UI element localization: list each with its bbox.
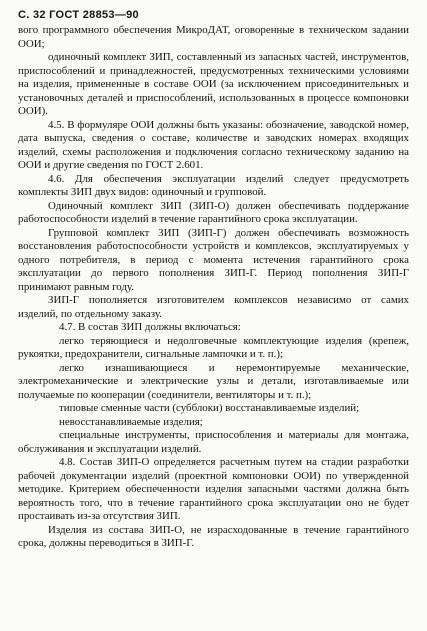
- paragraph: 4.8. Состав ЗИП-О определяется расчетным путем на стадии разработки рабочей документации изделий (проектной компоновки ООИ) по утвержденной методике. Критерием обеспеченности изделия запасными частями должна быть вероятность того, что в течение гарантийного срока эксплуатации оно не будет простаивать из-за отсутствия ЗИП.: [18, 456, 409, 522]
- paragraph: вого программного обеспечения МикроДАТ, оговоренные в техническом задании ООИ;: [18, 24, 409, 50]
- paragraph: легко теряющиеся и недолговечные комплектующие изделия (крепеж, рукоятки, предохранители, сигнальные лампочки и т. п.);: [18, 334, 409, 360]
- paragraph: специальные инструменты, приспособления и материалы для монтажа, обслуживания и эксплуатации изделий.: [18, 429, 409, 455]
- paragraph: Изделия из состава ЗИП-О, не израсходованные в течение гарантийного срока, должны переводиться в ЗИП-Г.: [18, 523, 409, 549]
- paragraph: легко изнашивающиеся и неремонтируемые механические, электромеханические и электрические узлы и детали, изготавливаемые или получаемые по кооперации (соединители, вентиляторы и т. п.);: [18, 361, 409, 401]
- paragraph: типовые сменные части (субблоки) восстанавливаемые изделий;: [59, 402, 360, 414]
- paragraph: невосстанавливаемые изделия;: [59, 415, 203, 428]
- paragraph: 4.6. Для обеспечения эксплуатации изделий следует предусмотреть комплекты ЗИП двух видов: одиночный и групповой.: [18, 172, 409, 198]
- paragraph: Одиночный комплект ЗИП (ЗИП-О) должен обеспечивать поддержание работоспособности изделий в течение гарантийного срока эксплуатации.: [18, 199, 409, 225]
- paragraph: 4.5. В формуляре ООИ должны быть указаны: обозначение, заводской номер, дата выпуска, сведения о составе, количестве и заводских номерах входящих изделий, схемы расположения и подключения согласно техническому заданию на ООИ и другие сведения по ГОСТ 2.601.: [18, 118, 409, 171]
- paragraph: Групповой комплект ЗИП (ЗИП-Г) должен обеспечивать возможность восстановления работоспособности устройств и комплексов, эксплуатируемых у одного потребителя, в период с момента истечения гарантийного срока эксплуатации до первого пополнения ЗИП-Г. Период пополнения ЗИП-Г принимают равным году.: [18, 226, 409, 293]
- paragraph: одиночный комплект ЗИП, составленный из запасных частей, инструментов, приспособлений и принадлежностей, предусмотренных техническими условиями на изделия, примененные в составе ООИ (за исключением присоединительных и установочных деталей и приспособлений, использованных в процессе компоновки ООИ).: [18, 51, 409, 117]
- paragraph: 4.7. В состав ЗИП должны включаться:: [59, 321, 241, 333]
- page-header: С. 32 ГОСТ 28853—90: [18, 9, 139, 21]
- paragraph: ЗИП-Г пополняется изготовителем комплексов независимо от самих изделий, по отдельному заказу.: [18, 294, 409, 320]
- document-body: [18, 24, 409, 551]
